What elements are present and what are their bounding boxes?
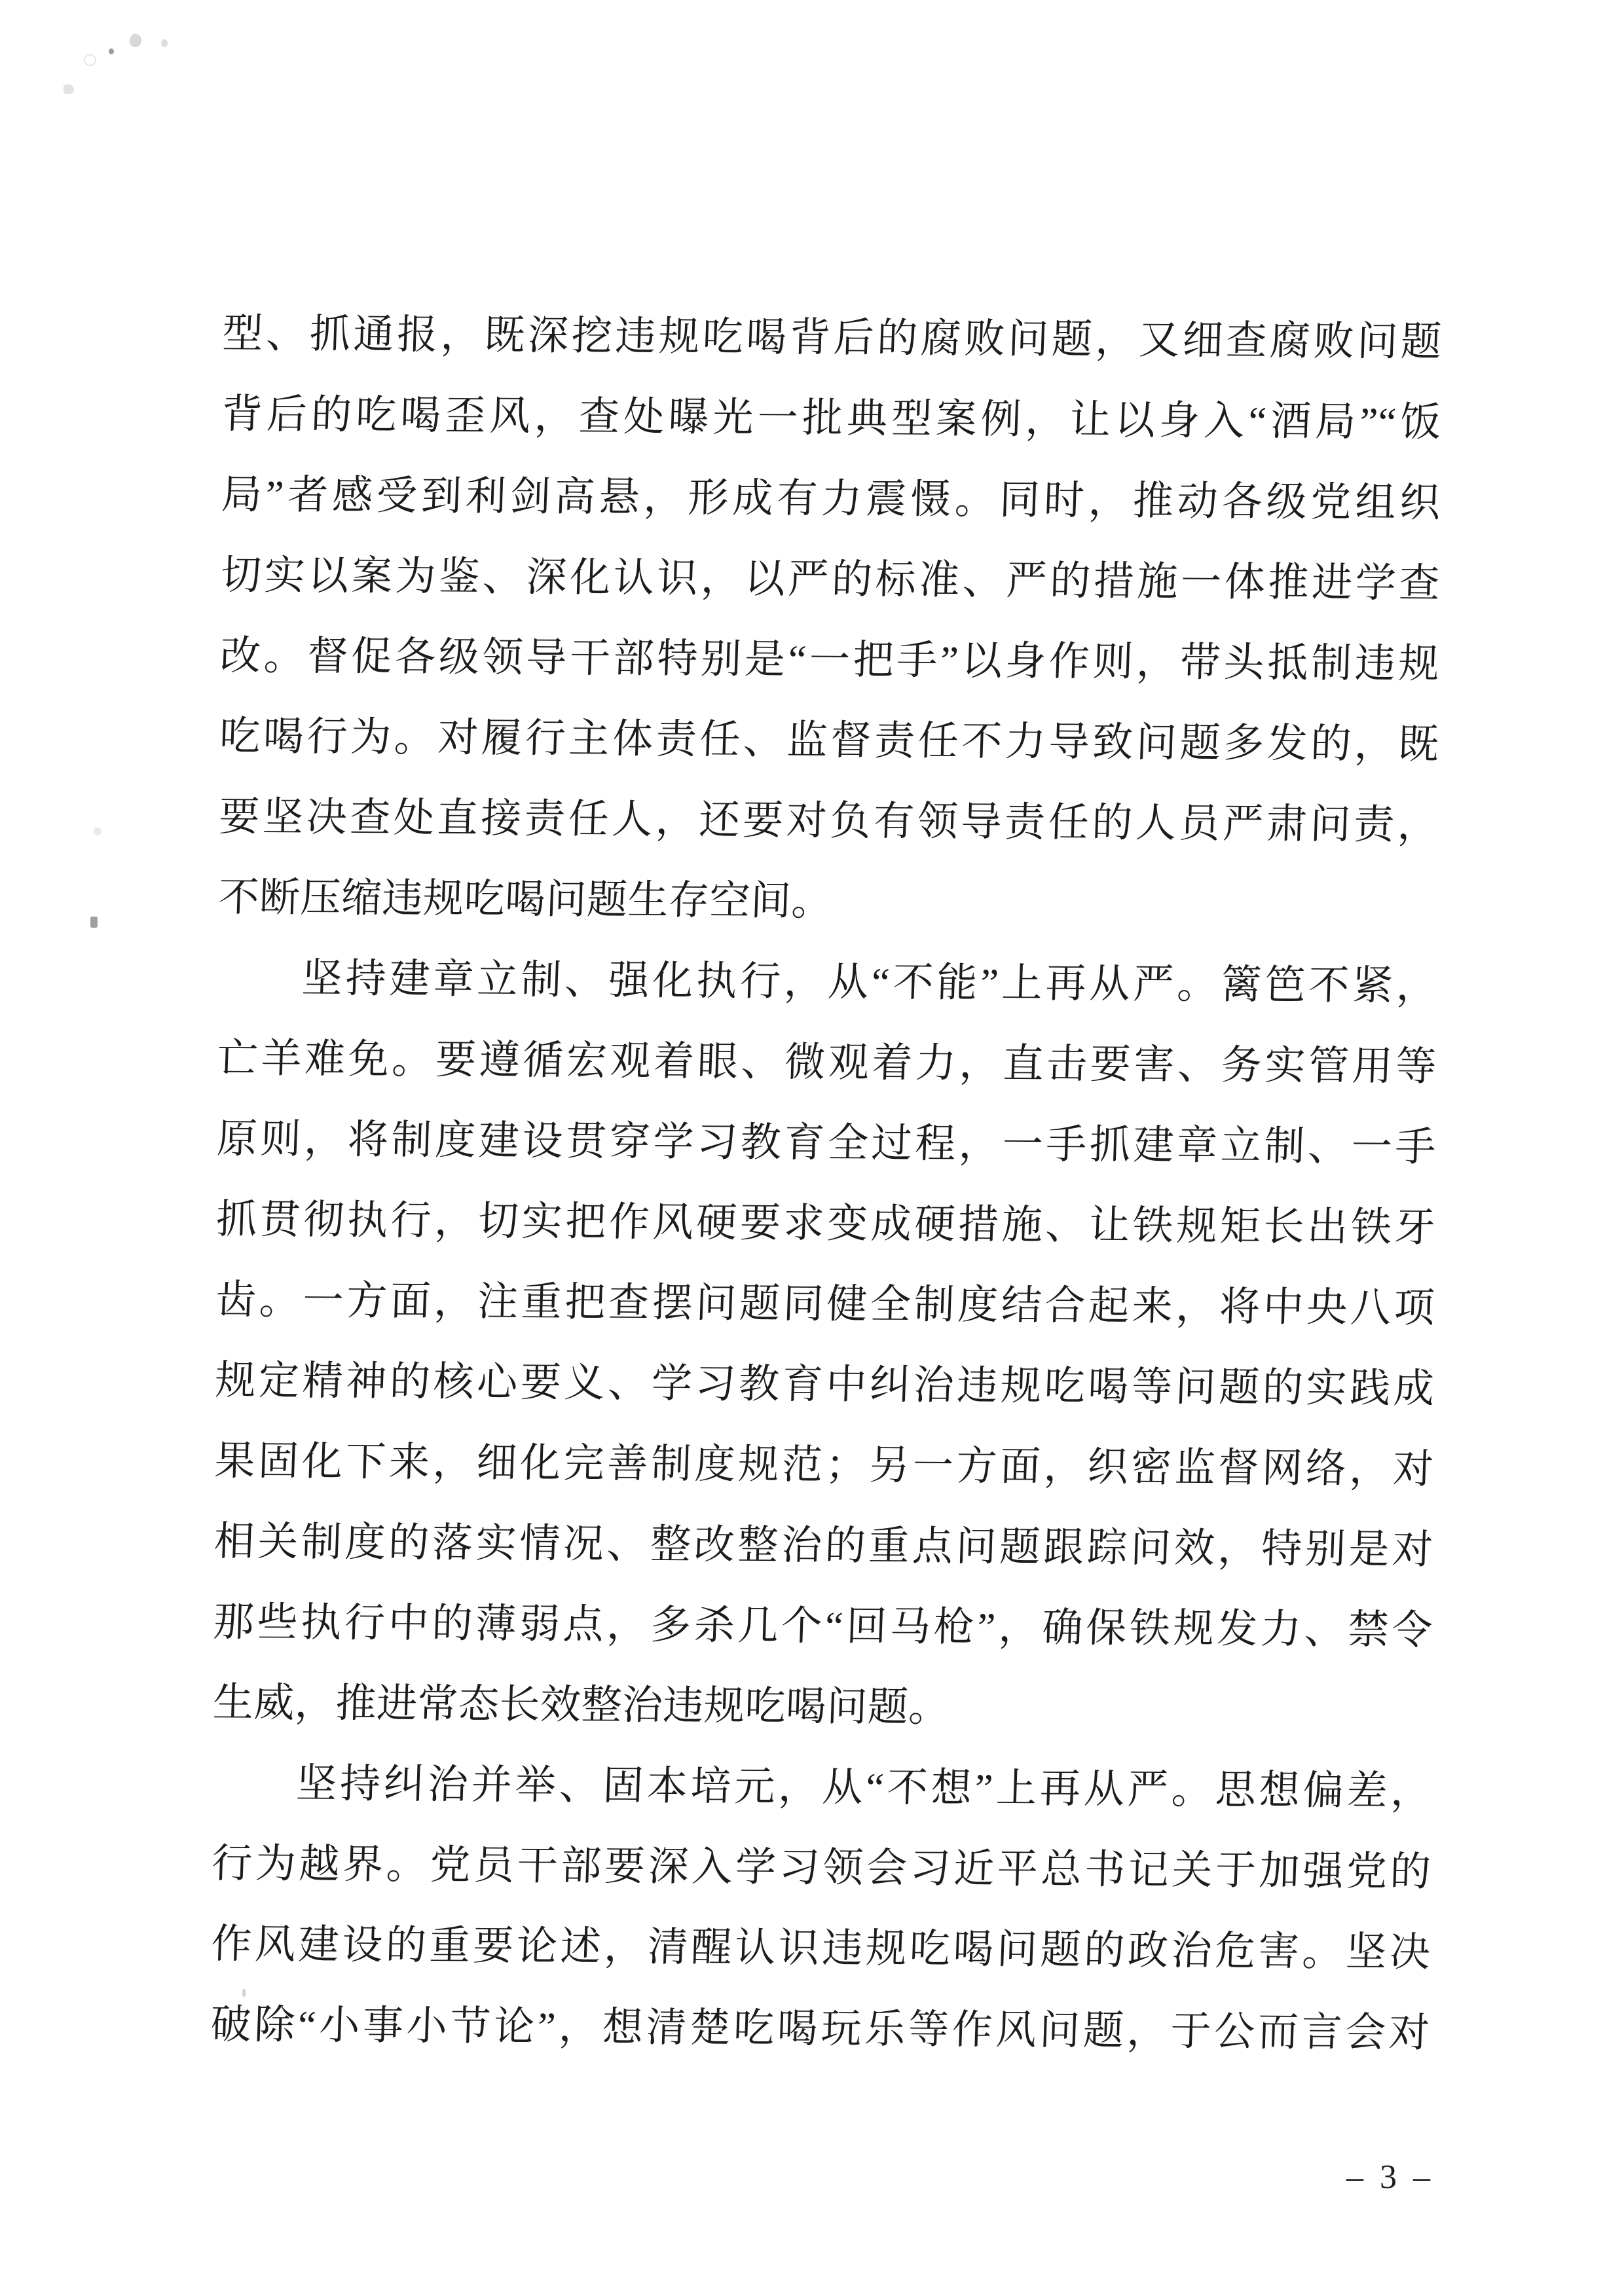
text-line: 亡羊难免。要遵循宏观着眼、微观着力，直击要害、务实管用等 (216, 1036, 1437, 1089)
text-line: 生威，推进常态长效整治违规吃喝问题。 (212, 1680, 951, 1730)
scan-artifact (128, 32, 144, 49)
text-line: 那些执行中的薄弱点，多杀几个“回马枪”，确保铁规发力、禁令 (212, 1599, 1433, 1653)
text-line: 原则，将制度建设贯穿学习教育全过程，一手抓建章立制、一手 (215, 1116, 1437, 1170)
text-line: 抓贯彻执行，切实把作风硬要求变成硬措施、让铁规矩长出铁牙 (215, 1197, 1437, 1250)
text-line: 切实以案为鉴、深化认识，以严的标准、严的措施一体推进学查 (219, 553, 1441, 606)
text-line: 相关制度的落实情况、整改整治的重点问题跟踪问效，特别是对 (213, 1519, 1434, 1573)
scan-artifact (161, 39, 168, 47)
text-line: 局”者感受到利剑高悬，形成有力震慑。同时，推动各级党组织 (220, 472, 1441, 526)
text-line: 要坚决查处直接责任人，还要对负有领导责任的人员严肃问责， (218, 794, 1439, 848)
text-line: 不断压缩违规吃喝问题生存空间。 (217, 875, 834, 924)
text-line: 破除“小事小节论”，想清楚吃喝玩乐等作风问题，于公而言会对 (210, 2002, 1431, 2056)
text-lines (210, 294, 1442, 2074)
text-line: 行为越界。党员干部要深入学习领会习近平总书记关于加强党的 (211, 1841, 1432, 1895)
text-line: 作风建设的重要论述，清醒认识违规吃喝问题的政治危害。坚决 (210, 1922, 1431, 1975)
text-line: 齿。一方面，注重把查摆问题同健全制度结合起来，将中央八项 (215, 1277, 1436, 1331)
page-number: – 3 – (1346, 2159, 1434, 2196)
text-line: 果固化下来，细化完善制度规范；另一方面，织密监督网络，对 (213, 1438, 1435, 1492)
text-line: 坚持建章立制、强化执行，从“不能”上再从严。篱笆不紧， (301, 956, 1438, 1009)
scan-artifact (84, 54, 96, 66)
text-line: 坚持纠治并举、固本培元，从“不想”上再从严。思想偏差， (295, 1761, 1433, 1814)
scan-artifact (109, 48, 114, 54)
scan-artifact (64, 84, 74, 94)
scan-artifact (90, 917, 98, 928)
scan-artifact (94, 828, 101, 835)
text-line: 背后的吃喝歪风，查处曝光一批典型案例，让以身入“酒局”“饭 (221, 392, 1442, 445)
text-line: 吃喝行为。对履行主体责任、监督责任不力导致问题多发的，既 (219, 714, 1440, 767)
text-line: 改。督促各级领导干部特别是“一把手”以身作则，带头抵制违规 (219, 633, 1441, 687)
text-line: 型、抓通报，既深挖违规吃喝背后的腐败问题，又细查腐败问题 (221, 312, 1443, 365)
text-line: 规定精神的核心要义、学习教育中纠治违规吃喝等问题的实践成 (214, 1358, 1435, 1412)
